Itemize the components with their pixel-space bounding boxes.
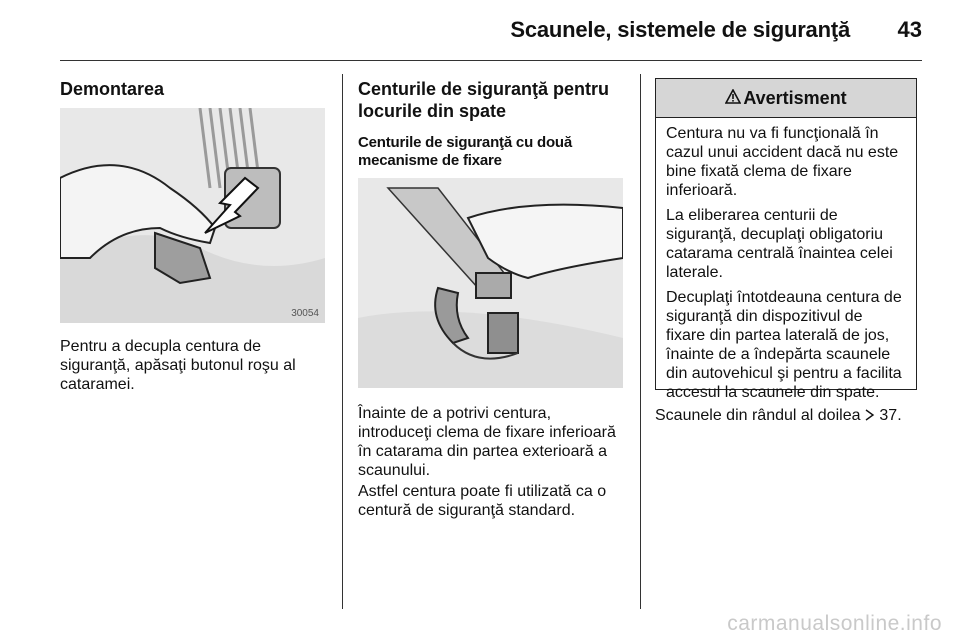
cross-reference	[655, 406, 925, 425]
figure-buckle-release	[60, 108, 325, 323]
section-heading-demontarea: Demontarea	[60, 79, 165, 99]
cross-reference-text: Scaunele din rândul al doilea	[655, 407, 861, 424]
warning-paragraph-2: La eliberarea centurii de siguranţă, decuplaţi obligatoriu catarama centrală înaintea celei laterale.	[666, 207, 893, 281]
column-divider-1	[342, 74, 343, 609]
warning-box	[655, 78, 917, 401]
column-divider-2	[640, 74, 641, 609]
paragraph-insert-clip: Înainte de a potrivi centura, introduceţi clema de fixare inferioară în catarama din partea exterioară a scaunului.	[358, 405, 616, 479]
warning-body	[656, 118, 916, 402]
warning-paragraph-1: Centura nu va fi funcţională în cazul unui accident dacă nu este bine fixată clema de fixare inferioară.	[666, 125, 899, 199]
warning-title: Avertisment	[743, 87, 847, 108]
figure-rear-belt-clip	[358, 178, 623, 388]
section-heading-rear-belts: Centurile de siguranţă pentru locurile din spate	[358, 79, 610, 121]
buckle-release-illustration	[60, 108, 325, 323]
cross-reference-arrow-icon	[865, 407, 879, 424]
watermark: carmanualsonline.info	[727, 612, 942, 635]
warning-paragraph-3: Decuplaţi întotdeauna centura de siguranţă din dispozitivul de fixare din partea laterală de jos, înainte de a îndepărta scaunele din autovehicul şi pentru a facilita accesul la scaunele din spate.	[666, 289, 902, 401]
paragraph-standard-belt: Astfel centura poate fi utilizată ca o centură de siguranţă standard.	[358, 483, 607, 519]
warning-header	[656, 79, 916, 118]
warning-triangle-icon	[725, 88, 741, 109]
header-divider	[60, 60, 922, 61]
page-header-title: Scaunele, sistemele de siguranţă	[510, 17, 850, 42]
figure-number: 30054	[291, 308, 319, 319]
subheading-two-anchor-belts: Centurile de siguranţă cu două mecanisme de fixare	[358, 134, 573, 169]
page-number: 43	[897, 17, 922, 42]
cross-reference-page[interactable]: 37.	[879, 407, 902, 424]
paragraph-decouple: Pentru a decupla centura de siguranţă, apăsaţi butonul roşu al cataramei.	[60, 338, 296, 393]
rear-belt-illustration	[358, 178, 623, 388]
